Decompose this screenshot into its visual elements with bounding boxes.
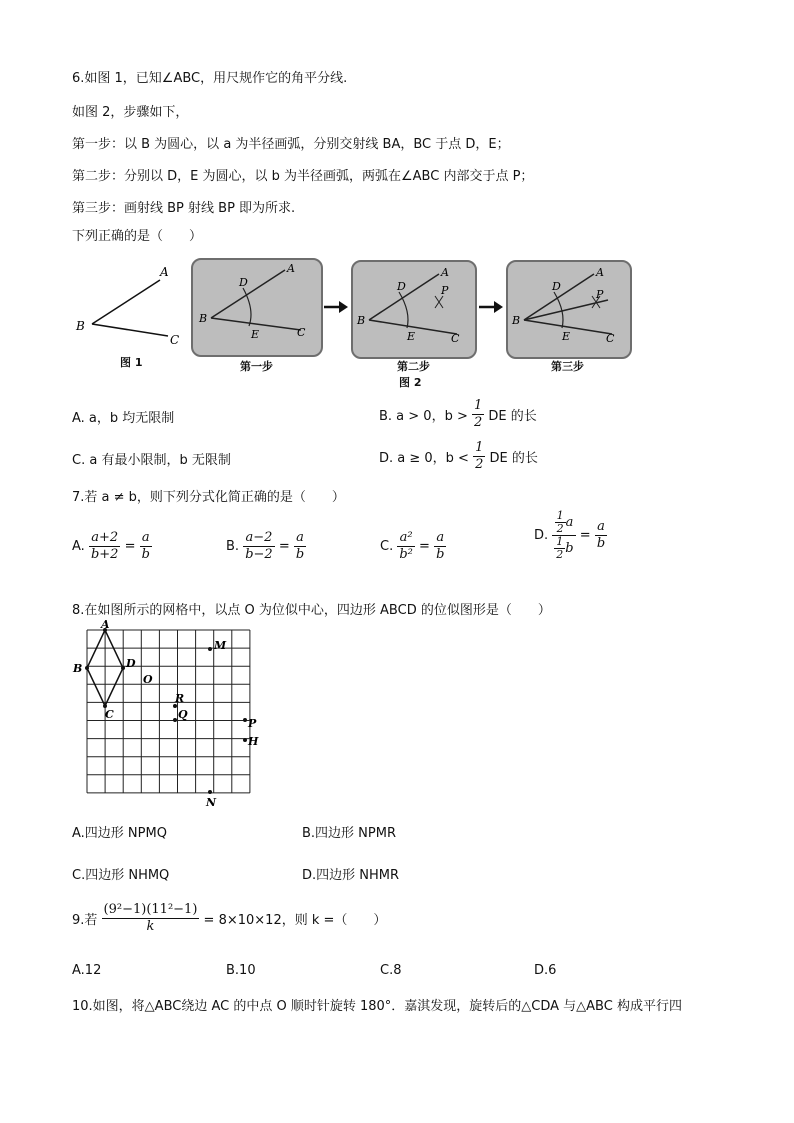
q7-option-d[interactable]: D. $\frac{1}{2}$ a $\frac{1}{2}$ b = $\frac{a}{b}$ xyxy=(534,509,606,561)
grid-label-P: P xyxy=(248,717,257,730)
q6-step2: 第二步：分别以 D，E 为圆心，以 b 为半径画弧，两弧在∠ABC 内部交于点 P； xyxy=(72,169,534,184)
step2-label-D: D xyxy=(397,280,406,293)
q6-step1: 第一步：以 B 为圆心，以 a 为半径画弧，分别交射线 BA，BC 于点 D，E； xyxy=(72,137,510,152)
grid-label-B: B xyxy=(73,662,83,675)
q8-grid-figure xyxy=(70,620,270,812)
grid-label-H: H xyxy=(248,735,259,748)
grid-label-M: M xyxy=(214,639,227,652)
step3-label-P: P xyxy=(596,288,604,301)
step1-label-E: E xyxy=(251,328,260,341)
q6-option-c[interactable]: C. a 有最小限制，b 无限制 xyxy=(72,453,231,468)
step2-label-E: E xyxy=(407,330,416,343)
q6-question: 下列正确的是（ ） xyxy=(72,229,203,244)
step3-label-C: C xyxy=(606,332,615,345)
grid-label-Q: Q xyxy=(178,708,188,721)
q6-intro: 如图 2，步骤如下， xyxy=(72,105,189,120)
fig1-label-B: B xyxy=(76,319,85,333)
grid-label-D: D xyxy=(126,657,136,670)
q6-option-b[interactable]: B. a > 0，b > $\frac{1}{2}$ DE 的长 xyxy=(379,398,537,430)
step2-caption: 第二步 xyxy=(397,360,430,373)
step3-caption: 第三步 xyxy=(551,360,584,373)
q6-option-a[interactable]: A. a，b 均无限制 xyxy=(72,411,175,426)
arrow-right-icon xyxy=(323,300,349,314)
q7-stem: 7.若 a ≠ b，则下列分式化简正确的是（ ） xyxy=(72,490,345,505)
q9-stem: 9.若 $\frac{\text{(9²−1)(11²−1)}}{k}$ = 8×10×12，则 k =（ ） xyxy=(72,902,387,934)
grid-label-R: R xyxy=(175,692,185,705)
grid-label-N: N xyxy=(206,796,217,809)
step2-label-A: A xyxy=(441,266,449,279)
fig1-caption: 图 1 xyxy=(120,356,143,369)
step3-label-A: A xyxy=(596,266,604,279)
grid-label-O: O xyxy=(143,673,153,686)
q8-option-c[interactable]: C.四边形 NHMQ xyxy=(72,868,170,883)
q9-option-a[interactable]: A.12 xyxy=(72,963,102,978)
frac-half: $\frac{1}{2}$ xyxy=(474,398,483,430)
q9-option-c[interactable]: C.8 xyxy=(380,963,402,978)
step2-label-B: B xyxy=(357,314,366,327)
q9-option-b[interactable]: B.10 xyxy=(226,963,256,978)
step3-photo xyxy=(506,260,632,359)
frac-half: $\frac{1}{2}$ xyxy=(475,440,484,472)
step1-label-A: A xyxy=(287,262,295,275)
step1-label-D: D xyxy=(239,276,248,289)
fig1-label-A: A xyxy=(160,265,169,279)
q8-option-a[interactable]: A.四边形 NPMQ xyxy=(72,826,167,841)
q8-option-d[interactable]: D.四边形 NHMR xyxy=(302,868,400,883)
step2-label-C: C xyxy=(451,332,460,345)
step3-label-B: B xyxy=(512,314,521,327)
fig2-caption: 图 2 xyxy=(399,376,422,389)
step1-caption: 第一步 xyxy=(240,360,273,373)
q7-option-a[interactable]: A. $\frac{a+2}{b+2}$ = $\frac{a}{b}$ xyxy=(72,530,150,562)
q8-option-b[interactable]: B.四边形 NPMR xyxy=(302,826,396,841)
step1-photo xyxy=(191,258,323,357)
q8-stem: 8.在如图所示的网格中，以点 O 为位似中心，四边形 ABCD 的位似图形是（ ） xyxy=(72,603,551,618)
q6-step3: 第三步：画射线 BP 射线 BP 即为所求. xyxy=(72,201,296,216)
fig1-label-C: C xyxy=(170,333,180,347)
arrow-right-icon xyxy=(478,300,504,314)
step2-photo xyxy=(351,260,477,359)
figure-1-angle xyxy=(70,262,190,352)
step3-label-E: E xyxy=(562,330,571,343)
q7-option-c[interactable]: C. $\frac{\text{a²}}{\text{b²}}$ = $\frac{a}{b}$ xyxy=(380,530,445,562)
q10-stem: 10.如图，将△ABC绕边 AC 的中点 O 顺时针旋转 180°．嘉淇发现，旋转后的△CDA 与△ABC 构成平行四 xyxy=(72,999,682,1014)
q7-option-b[interactable]: B. $\frac{a-2}{b-2}$ = $\frac{a}{b}$ xyxy=(226,530,305,562)
step1-label-C: C xyxy=(297,326,306,339)
q6-option-d[interactable]: D. a ≥ 0，b < $\frac{1}{2}$ DE 的长 xyxy=(379,440,538,472)
q6-stem: 6.如图 1，已知∠ABC，用尺规作它的角平分线. xyxy=(72,71,348,86)
grid-label-C: C xyxy=(105,708,114,721)
grid-label-A: A xyxy=(101,620,110,631)
q9-option-d[interactable]: D.6 xyxy=(534,963,557,978)
step2-label-P: P xyxy=(441,284,449,297)
step1-label-B: B xyxy=(199,312,208,325)
step3-label-D: D xyxy=(552,280,561,293)
